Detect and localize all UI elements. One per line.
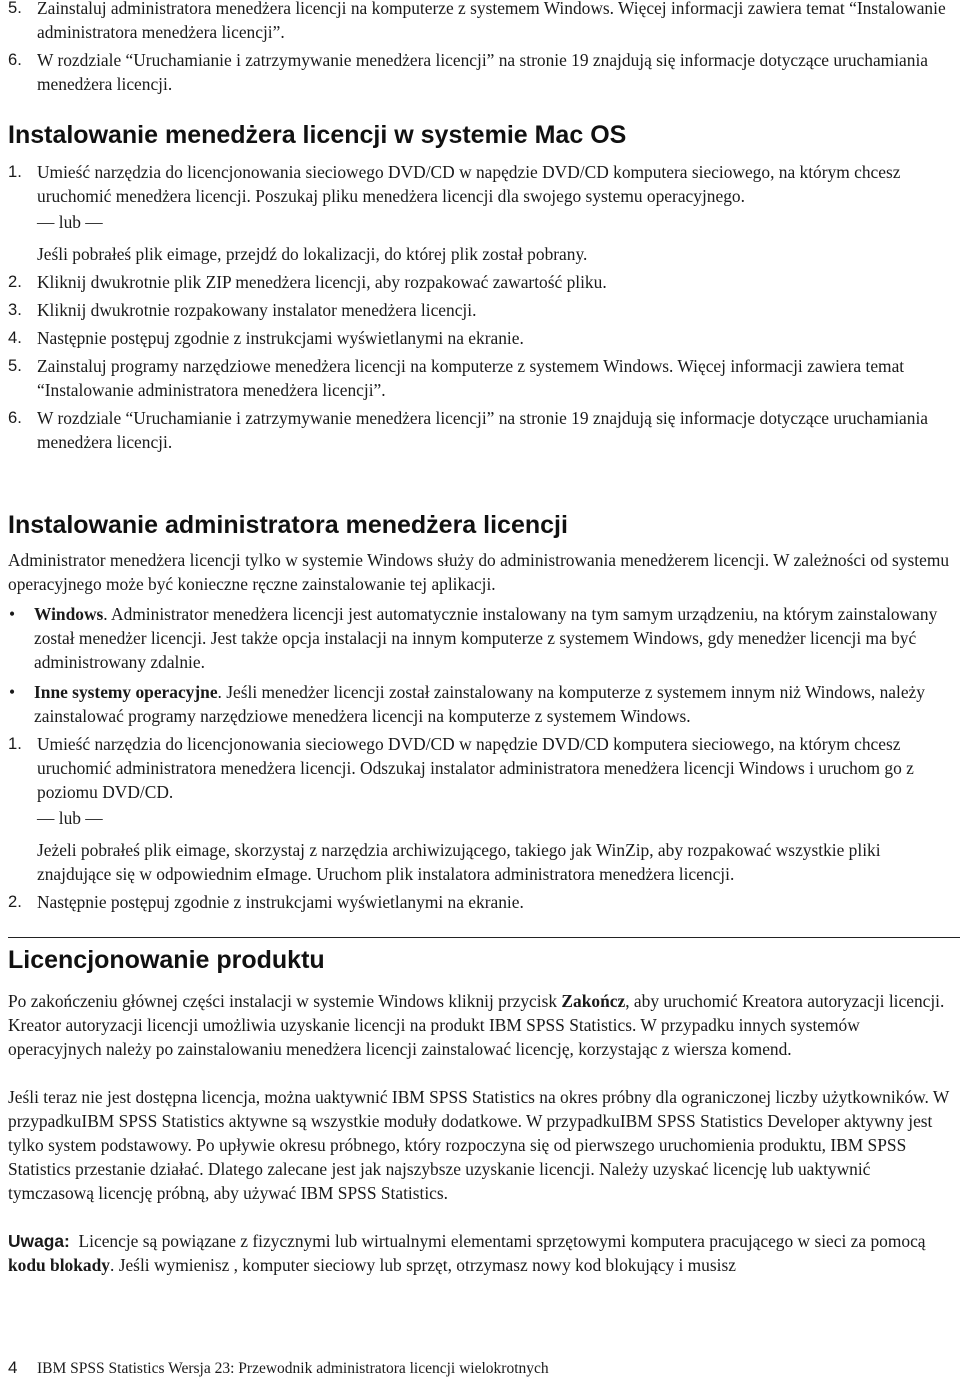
list-number: 6. [8, 408, 22, 427]
or-separator: — lub — [37, 808, 103, 828]
list-text: W rozdziale “Uruchamianie i zatrzymywanie menedżera licencji” na stronie 19 znajdują się informacje dotyczące uruchamiania menedżera licencji. [37, 408, 928, 452]
or-separator: — lub — [37, 212, 103, 232]
list-item [8, 354, 954, 402]
list-text: Następnie postępuj zgodnie z instrukcjami wyświetlanymi na ekranie. [37, 328, 524, 348]
bullet-item [8, 602, 954, 674]
bullet-text: Windows. Administrator menedżera licencji jest automatycznie instalowany na tym samym urządzeniu, na którym zainstalowany został menedżer licencji. Jest także opcja instalacji na innym komputerze z systemem Windows, gdy menedżer licencji ma być administrowany zdalnie. [34, 604, 938, 672]
list-item [8, 890, 954, 914]
page-footer [8, 1356, 549, 1381]
list-number: 2. [8, 892, 22, 911]
list-text: Zainstaluj administratora menedżera licencji na komputerze z systemem Windows. Więcej informacji zawiera temat “Instalowanie administratora menedżera licencji”. [37, 0, 946, 42]
bullet-item [8, 680, 954, 728]
page-number: 4 [8, 1358, 18, 1377]
licensing-paragraph: Po zakończeniu głównej części instalacji w systemie Windows kliknij przycisk Zakończ, aby uruchomić Kreatora autoryzacji licencji. Kreator autoryzacji licencji umożliwia uzyskanie licencji na produkt IBM SPSS Statistics. W przypadku innych systemów operacyjnych należy po zainstalowaniu menedżera licencji zainstalować licencję, korzystając z wiersza komend. [8, 991, 945, 1059]
list-number: 6. [8, 50, 22, 69]
list-item [8, 270, 954, 294]
list-text: Następnie postępuj zgodnie z instrukcjami wyświetlanymi na ekranie. [37, 892, 524, 912]
list-item [8, 0, 954, 44]
section-divider [8, 937, 960, 938]
list-item [8, 298, 954, 322]
list-number: 1. [8, 734, 22, 753]
list-text: Umieść narzędzia do licencjonowania sieciowego DVD/CD w napędzie DVD/CD komputera sieciowego, na którym chcesz uruchomić menedżera licencji. Poszukaj pliku menedżera licencji dla swojego systemu operacyjnego. [37, 162, 901, 206]
list-number: 2. [8, 272, 22, 291]
bullet-icon: • [9, 604, 16, 624]
list-item [8, 406, 954, 454]
list-text: W rozdziale “Uruchamianie i zatrzymywanie menedżera licencji” na stronie 19 znajdują się informacje dotyczące uruchamiania menedżera licencji. [37, 50, 928, 94]
list-item [8, 326, 954, 350]
list-text: Kliknij dwukrotnie rozpakowany instalator menedżera licencji. [37, 300, 477, 320]
note-paragraph: Uwaga: Licencje są powiązane z fizycznymi lub wirtualnymi elementami sprzętowymi komputera pracującego w sieci za pomocą kodu blokady. Jeśli wymienisz , komputer sieciowy lub sprzęt, otrzymasz nowy kod blokujący i musisz [8, 1231, 930, 1275]
alt-instruction: Jeżeli pobrałeś plik eimage, skorzystaj z narzędzia archiwizującego, takiego jak WinZip, aby rozpakować wszystkie pliki znajdujące się w odpowiednim eImage. Uruchom plik instalatora administratora menedżera licencji. [37, 840, 881, 884]
bullet-text: Inne systemy operacyjne. Jeśli menedżer licencji został zainstalowany na komputerze z systemem innym niż Windows, należy zainstalować programy narzędziowe menedżera licencji na komputerze z systemem Windows. [34, 682, 925, 726]
bullet-label: Inne systemy operacyjne [34, 682, 218, 702]
section-heading-licensing: Licencjonowanie produktu [8, 946, 325, 974]
footer-title: IBM SPSS Statistics Wersja 23: Przewodnik administratora licencji wielokrotnych [37, 1360, 549, 1377]
alt-instruction: Jeśli pobrałeś plik eimage, przejdź do lokalizacji, do której plik został pobrany. [37, 244, 588, 264]
list-number: 5. [8, 356, 22, 375]
lock-code-term: kodu blokady [8, 1255, 110, 1275]
note-label: Uwaga: [8, 1231, 70, 1251]
list-number: 5. [8, 0, 22, 17]
list-text: Zainstaluj programy narzędziowe menedżera licencji na komputerze z systemem Windows. Więcej informacji zawiera temat “Instalowanie administratora menedżera licencji”. [37, 356, 905, 400]
list-text: Umieść narzędzia do licencjonowania sieciowego DVD/CD w napędzie DVD/CD komputera sieciowego, na którym chcesz uruchomić administratora menedżera licencji. Odszukaj instalator administratora menedżera licencji Windows i uruchom go z poziomu DVD/CD. [37, 734, 914, 802]
list-item [8, 48, 954, 96]
list-item [8, 160, 954, 208]
section-intro: Administrator menedżera licencji tylko w systemie Windows służy do administrowania menedżerem licencji. W zależności od systemu operacyjnego może być konieczne ręczne zainstalowanie tej aplikacji. [8, 550, 950, 594]
bullet-icon: • [9, 682, 16, 702]
list-number: 3. [8, 300, 22, 319]
bullet-label: Windows [34, 604, 104, 624]
finish-button-label: Zakończ [561, 991, 626, 1011]
section-heading-admin: Instalowanie administratora menedżera licencji [8, 511, 568, 539]
section-heading-mac: Instalowanie menedżera licencji w systemie Mac OS [8, 121, 627, 149]
list-number: 4. [8, 328, 22, 347]
list-item [8, 732, 954, 804]
list-number: 1. [8, 162, 22, 181]
trial-paragraph: Jeśli teraz nie jest dostępna licencja, można uaktywnić IBM SPSS Statistics na okres próbny dla ograniczonej liczby użytkowników. W przypadkuIBM SPSS Statistics aktywne są wszystkie moduły dodatkowe. W przypadkuIBM SPSS Statistics Developer aktywny jest tylko system podstawowy. Po upływie okresu próbnego, który rozpoczyna się od pierwszego uruchomienia produktu, IBM SPSS Statistics przestanie działać. Dlatego zalecane jest jak najszybsze uzyskanie licencji. Należy uzyskać licencję lub uaktywnić tymczasową licencję próbną, aby używać IBM SPSS Statistics. [8, 1087, 949, 1203]
list-text: Kliknij dwukrotnie plik ZIP menedżera licencji, aby rozpakować zawartość pliku. [37, 272, 607, 292]
